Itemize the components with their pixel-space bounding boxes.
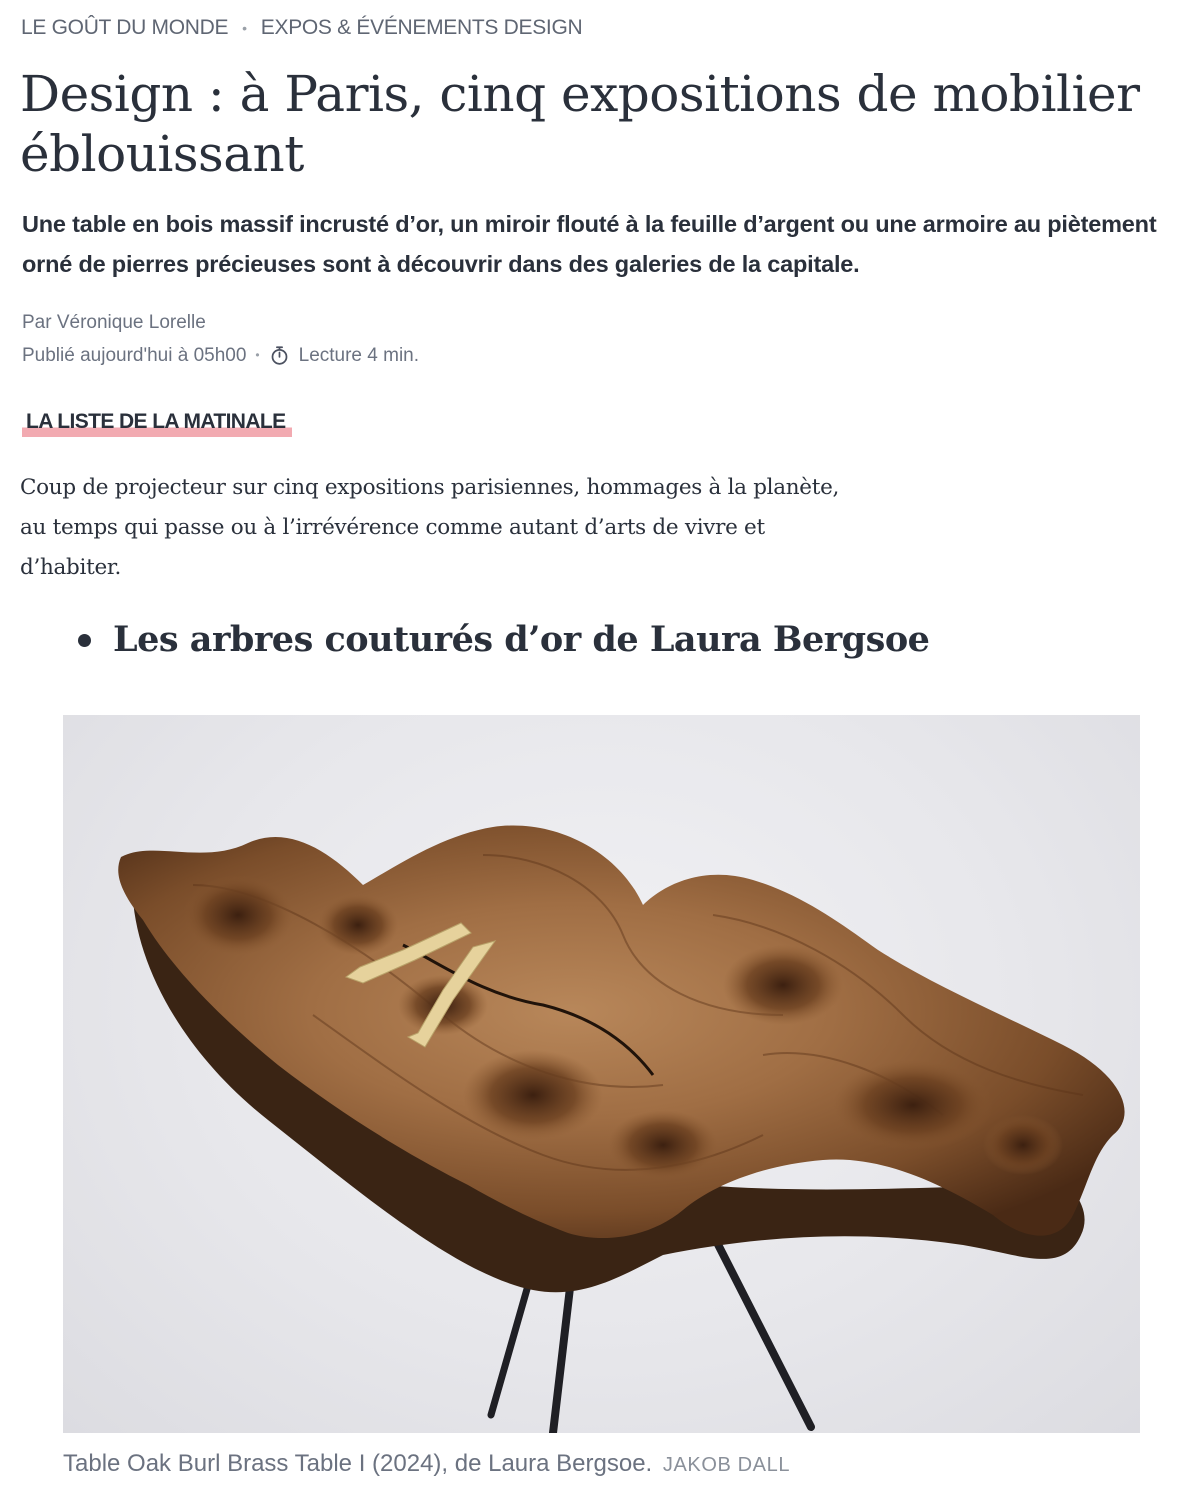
article-lead: Une table en bois massif incrusté d’or, un miroir flouté à la feuille d’argent ou une armoire au piètement orné de pierres précieuses sont à découvrir dans des galeries de la capitale. [22,211,1157,277]
caption-text: Table Oak Burl Brass Table I (2024), de Laura Bergsoe. [63,1450,653,1477]
author-row [22,306,419,339]
breadcrumb-section-link[interactable]: LE GOÛT DU MONDE [21,16,229,39]
photo-credit: JAKOB DALL [662,1454,791,1476]
article-byline [22,306,419,372]
byline-prefix: Par [22,312,52,333]
reading-time: Lecture 4 min. [298,345,420,366]
section-heading [70,612,929,668]
breadcrumb [21,16,582,40]
burl-table-photo [63,715,1140,1433]
article-intro: Coup de projecteur sur cinq expositions parisiennes, hommages à la planète, au temps qui passe ou à l’irrévérence comme autant d’arts de vivre et d’habiter. [20,475,840,580]
published-date: Publié aujourd'hui à 05h00 [22,345,247,366]
publication-meta [22,339,419,372]
article-photo [63,715,1140,1433]
breadcrumb-subsection-link[interactable]: EXPOS & ÉVÉNEMENTS DESIGN [260,16,583,39]
breadcrumb-separator: • [242,20,247,36]
author-link[interactable]: Véronique Lorelle [56,312,206,333]
matinale-kicker: LA LISTE DE LA MATINALE [22,407,292,437]
photo-caption [63,1450,790,1478]
stopwatch-icon [269,345,290,366]
article-title: Design : à Paris, cinq expositions de mobilier éblouissant [20,65,1140,183]
bullet-icon [78,634,91,647]
meta-separator: • [255,348,260,362]
section-heading-text: Les arbres couturés d’or de Laura Bergsoe [113,619,930,660]
